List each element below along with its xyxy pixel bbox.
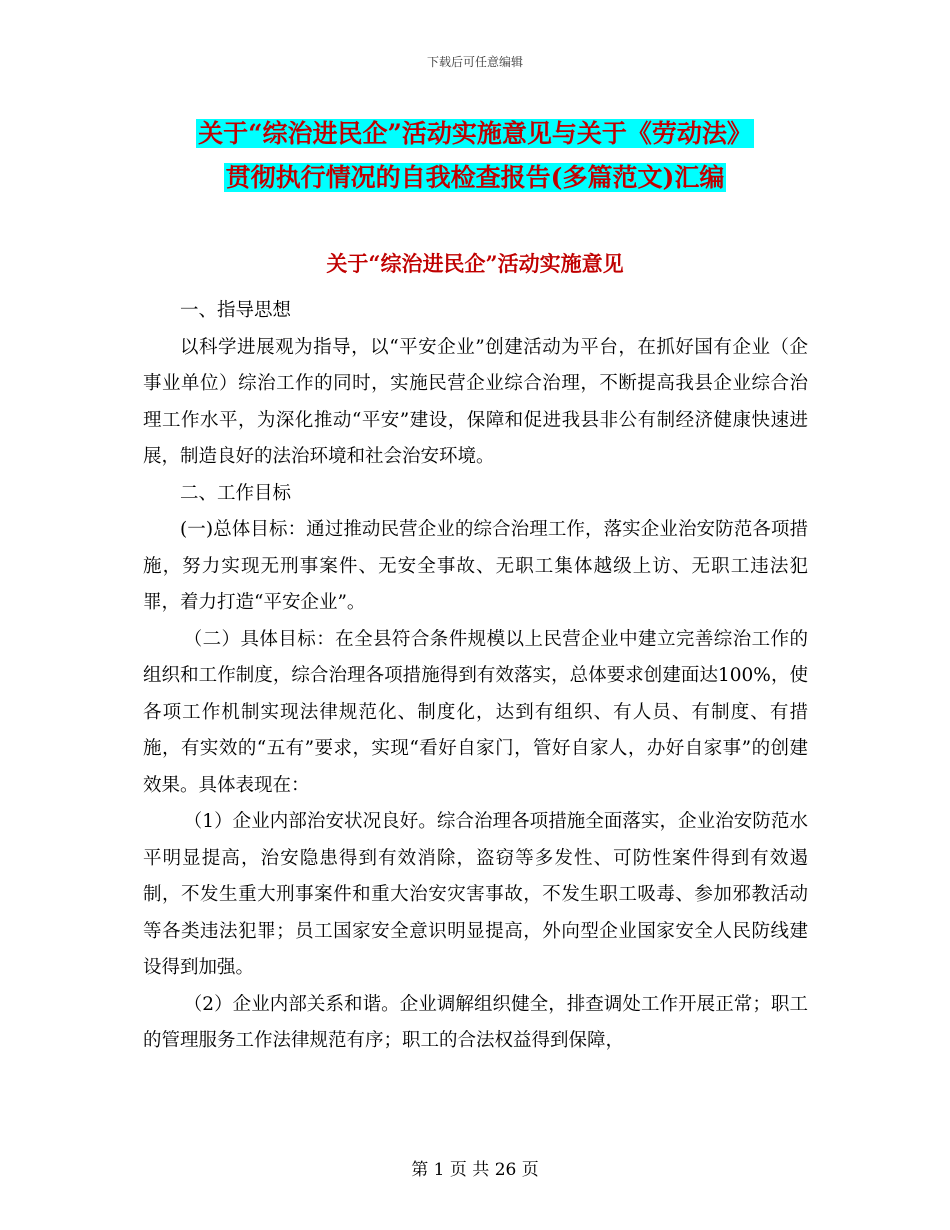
title-line-1: 关于“综治进民企”活动实施意见与关于《劳动法》 bbox=[198, 119, 752, 148]
header-note: 下载后可任意编辑 bbox=[426, 55, 523, 69]
document-title bbox=[0, 112, 950, 200]
paragraph: （2）企业内部关系和谐。企业调解组织健全，排查调处工作开展正常；职工的管理服务工作法律规范有序；职工的合法权益得到保障， bbox=[143, 993, 808, 1051]
section-title: 关于“综治进民企”活动实施意见 bbox=[326, 251, 624, 276]
page-footer: 第 1 页 共 26 页 bbox=[411, 1160, 539, 1180]
paragraph: (一)总体目标：通过推动民营企业的综合治理工作，落实企业治安防范各项措施，努力实现无刑事案件、无安全事故、无职工集体越级上访、无职工违法犯罪，着力打造“平安企业”。 bbox=[143, 519, 808, 613]
paragraph: 以科学进展观为指导，以“平安企业”创建活动为平台，在抓好国有企业（企事业单位）综治工作的同时，实施民营企业综合治理，不断提高我县企业综合治理工作水平，为深化推动“平安”建设，保障和促进我县非公有制经济健康快速进展，制造良好的法治环境和社会治安环境。 bbox=[143, 336, 808, 467]
paragraph: （1）企业内部治安状况良好。综合治理各项措施全面落实，企业治安防范水平明显提高，治安隐患得到有效消除，盗窃等多发性、可防性案件得到有效遏制，不发生重大刑事案件和重大治安灾害事故，不发生职工吸毒、参加邪教活动等各类违法犯罪；员工国家安全意识明显提高，外向型企业国家安全人民防线建设得到加强。 bbox=[143, 811, 808, 978]
document-body bbox=[143, 293, 808, 1060]
heading-work-goals: 二、工作目标 bbox=[180, 482, 292, 504]
paragraph: （二）具体目标：在全县符合条件规模以上民营企业中建立完善综治工作的组织和工作制度，综合治理各项措施得到有效落实，总体要求创建面达100%，使各项工作机制实现法律规范化、制度化，达到有组织、有人员、有制度、有措施，有实效的“五有”要求，实现“看好自家门，管好自家人，办好自家事”的创建效果。具体表现在： bbox=[143, 628, 808, 796]
title-line-2: 贯彻执行情况的自我检查报告(多篇范文)汇编 bbox=[225, 163, 725, 192]
heading-guiding-ideology: 一、指导思想 bbox=[180, 300, 292, 321]
